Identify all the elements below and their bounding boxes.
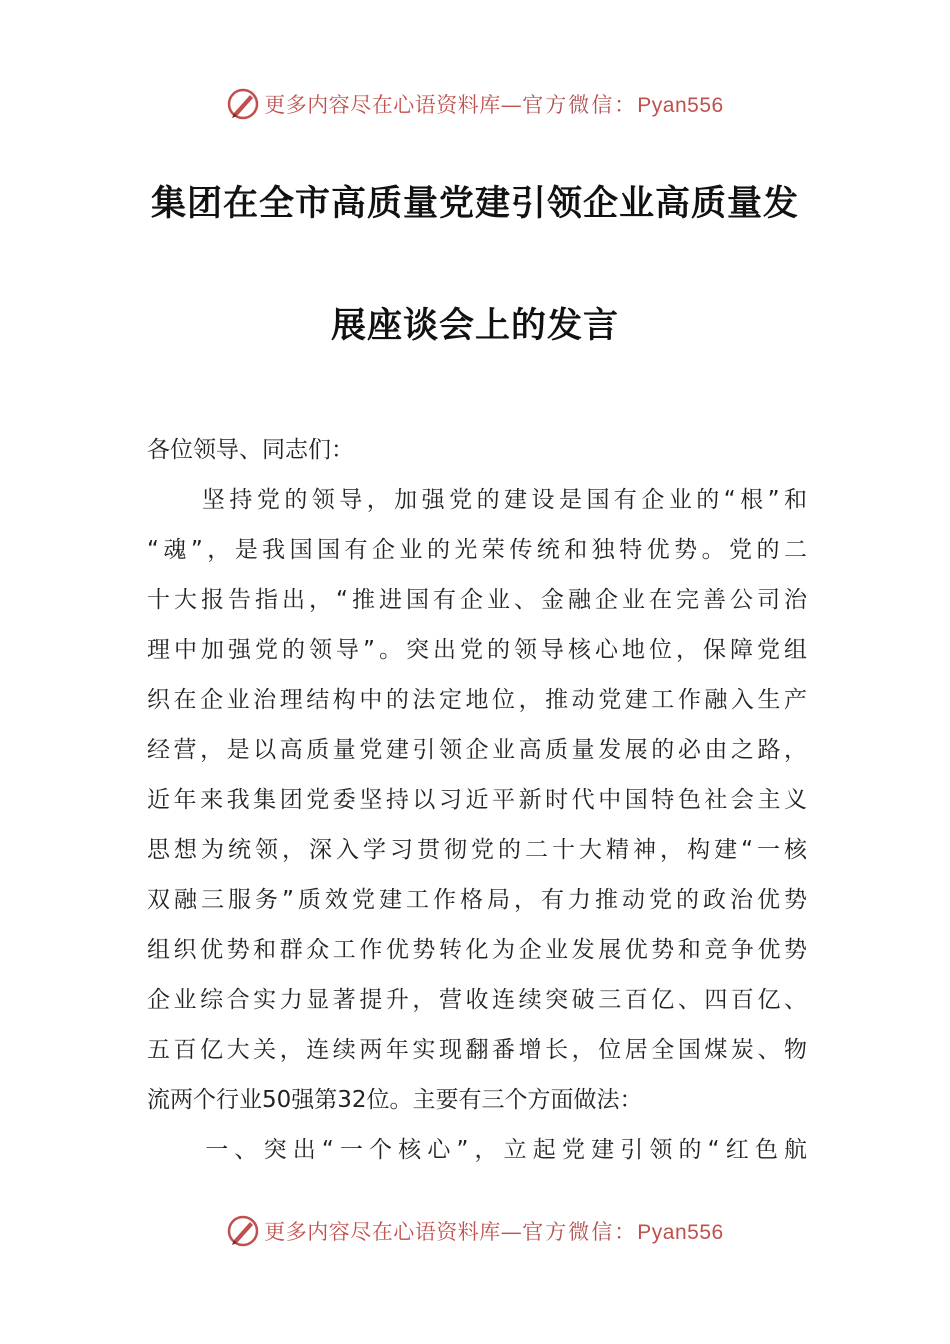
pen-logo-icon: [226, 87, 260, 121]
document-title-line-1: 集团在全市高质量党建引领企业高质量发: [150, 184, 799, 224]
paragraph-line: 双融三服务”质效党建工作格局，有力推动党的政治优势: [147, 887, 807, 913]
watermark-banner-bottom: [0, 1211, 950, 1251]
paragraph-line: 组织优势和群众工作优势转化为企业发展优势和竞争优势: [147, 937, 807, 963]
pen-logo-icon: [226, 1214, 260, 1248]
watermark-text: 更多内容尽在心语资料库—官方微信：Pyan556: [264, 1220, 724, 1244]
paragraph-line: 近年来我集团党委坚持以习近平新时代中国特色社会主义: [147, 787, 807, 813]
paragraph-line: 理中加强党的领导”。突出党的领导核心地位，保障党组: [147, 637, 807, 663]
watermark-banner-top: [0, 84, 950, 124]
paragraph-line: 十大报告指出，“推进国有企业、金融企业在完善公司治: [147, 587, 807, 613]
paragraph-line: 企业综合实力显著提升，营收连续突破三百亿、四百亿、: [147, 987, 807, 1013]
paragraph-line: 五百亿大关，连续两年实现翻番增长，位居全国煤炭、物: [147, 1037, 807, 1063]
salutation: 各位领导、同志们：: [147, 437, 354, 463]
section-heading-line: 一、突出“一个核心”，立起党建引领的“红色航: [147, 1137, 807, 1163]
document-title-line-2: 展座谈会上的发言: [330, 306, 619, 346]
paragraph-line: 经营，是以高质量党建引领企业高质量发展的必由之路，: [147, 737, 807, 763]
paragraph-line: “魂”，是我国国有企业的光荣传统和独特优势。党的二: [147, 537, 807, 563]
paragraph-line: 织在企业治理结构中的法定地位，推动党建工作融入生产: [147, 687, 807, 713]
paragraph-line: 思想为统领，深入学习贯彻党的二十大精神，构建“一核: [147, 837, 807, 863]
paragraph-line: 流两个行业50强第32位。主要有三个方面做法：: [147, 1087, 643, 1113]
paragraph-line: 坚持党的领导，加强党的建设是国有企业的“根”和: [147, 487, 807, 513]
watermark-text: 更多内容尽在心语资料库—官方微信：Pyan556: [264, 93, 724, 117]
